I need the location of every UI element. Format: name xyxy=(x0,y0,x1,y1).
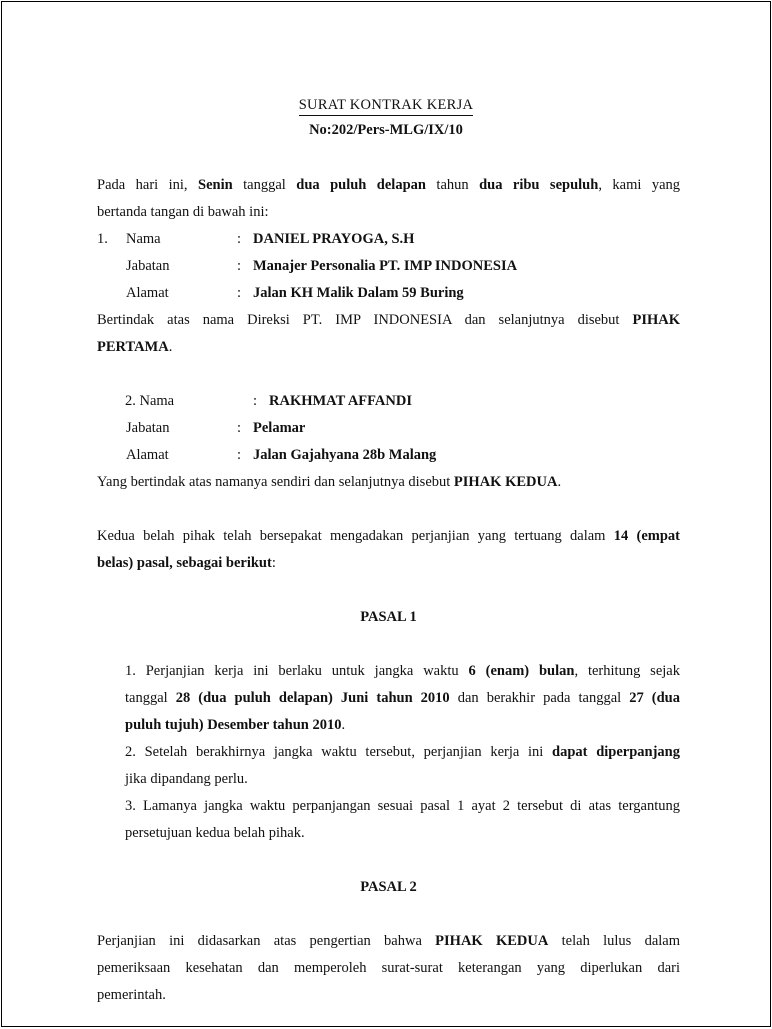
colon: : xyxy=(237,258,242,274)
pasal1-heading: PASAL 1 xyxy=(360,609,417,625)
party1-name-label: Nama xyxy=(126,231,161,247)
party1-index: 1. xyxy=(97,231,108,247)
party1-position-row xyxy=(97,253,680,280)
party2-address-label: Alamat xyxy=(126,447,169,463)
title-block xyxy=(2,96,770,139)
party2-name-label: 2. Nama xyxy=(125,393,175,409)
pasal2-body: Perjanjian ini didasarkan atas pengertian bahwa PIHAK KEDUA telah lulus dalam pemeriksaan kesehatan dan memperoleh surat-surat keterangan yang diperlukan dari pemerintah. xyxy=(97,933,681,1003)
party1-name-row xyxy=(97,226,680,253)
intro-line-2: bertanda tangan di bawah ini: xyxy=(97,204,269,220)
party1-address-label: Alamat xyxy=(126,285,169,301)
party1-statement-line-1: Bertindak atas nama Direksi PT. IMP INDONESIA dan selanjutnya disebut PIHAK xyxy=(97,312,680,328)
pasal1-item3: 3. Lamanya jangka waktu perpanjangan sesuai pasal 1 ayat 2 tersebut di atas tergantung persetujuan kedua belah pihak. xyxy=(125,798,680,841)
intro-line-1: Pada hari ini, Senin tanggal dua puluh delapan tahun dua ribu sepuluh, kami yang xyxy=(97,177,681,193)
colon: : xyxy=(253,393,258,409)
document-title: SURAT KONTRAK KERJA xyxy=(299,97,474,116)
document-number: No:202/Pers-MLG/IX/10 xyxy=(309,122,463,138)
colon: : xyxy=(237,420,242,436)
party1-address-row xyxy=(97,280,680,307)
agreement-line-1: Kedua belah pihak telah bersepakat mengadakan perjanjian yang tertuang dalam 14 (empat xyxy=(97,528,680,544)
colon: : xyxy=(237,231,242,247)
party2-position-label: Jabatan xyxy=(126,420,170,436)
colon: : xyxy=(237,285,242,301)
agreement-line-2: belas) pasal, sebagai berikut: xyxy=(97,555,276,571)
colon: : xyxy=(237,447,242,463)
party1-name: DANIEL PRAYOGA, S.H xyxy=(253,231,415,247)
pasal2-heading: PASAL 2 xyxy=(360,879,417,895)
party2-address: Jalan Gajahyana 28b Malang xyxy=(253,447,437,463)
party2-statement: Yang bertindak atas namanya sendiri dan selanjutnya disebut PIHAK KEDUA. xyxy=(97,474,562,490)
party1-position: Manajer Personalia PT. IMP INDONESIA xyxy=(253,258,518,274)
pasal1-item1: 1. Perjanjian kerja ini berlaku untuk jangka waktu 6 (enam) bulan, terhitung sejak tanggal 28 (dua puluh delapan) Juni tahun 2010 dan berakhir pada tanggal 27 (dua puluh tujuh) Desember tahun 2010. xyxy=(125,663,680,733)
party1-position-label: Jabatan xyxy=(126,258,170,274)
party2-position-row xyxy=(97,415,680,442)
document-page xyxy=(1,1,771,1027)
party2-position: Pelamar xyxy=(253,420,306,436)
pasal1-item2: 2. Setelah berakhirnya jangka waktu tersebut, perjanjian kerja ini dapat diperpanjang jika dipandang perlu. xyxy=(125,744,680,787)
document-body xyxy=(97,172,680,1009)
party2-name-row xyxy=(97,388,680,415)
party2-name: RAKHMAT AFFANDI xyxy=(269,393,412,409)
party1-statement-line-2: PERTAMA. xyxy=(97,339,173,355)
party1-address: Jalan KH Malik Dalam 59 Buring xyxy=(253,285,464,301)
party2-address-row xyxy=(97,442,680,469)
